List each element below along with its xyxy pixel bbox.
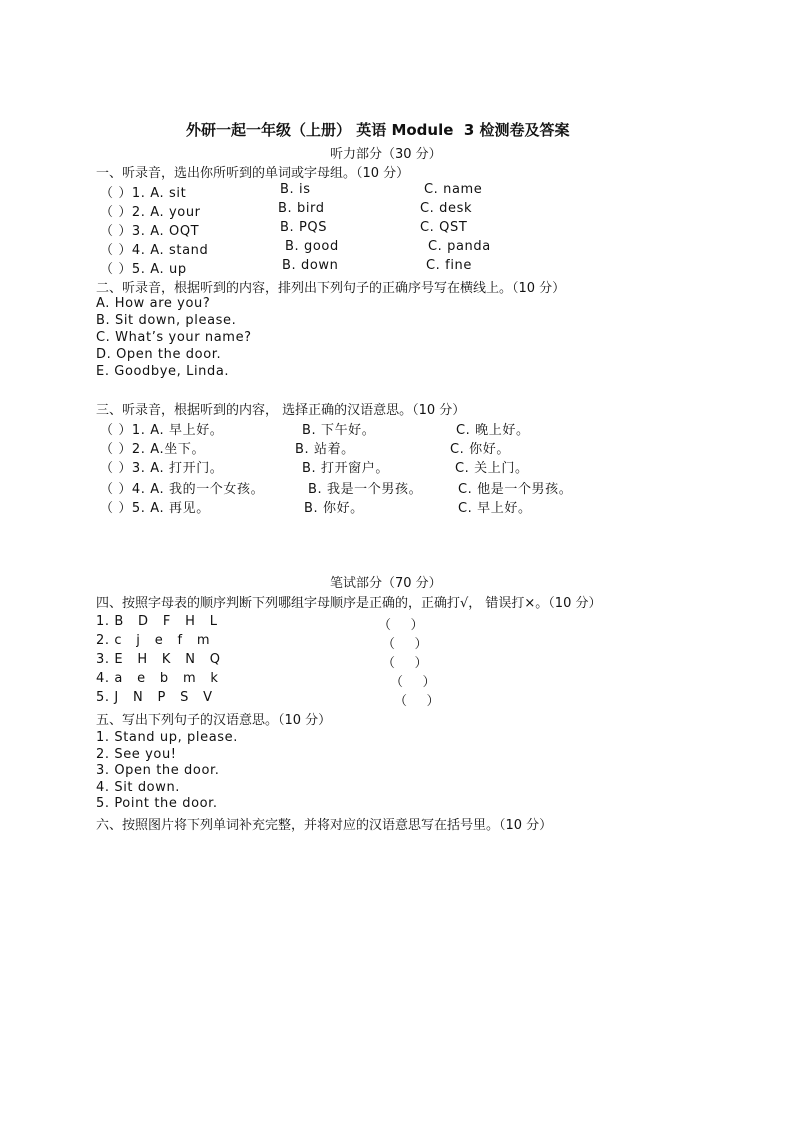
question-option-b: B. 我是一个男孩。 (308, 482, 423, 497)
question-option-a: （ ）4. A. stand (100, 243, 209, 258)
question-option-b: B. down (282, 258, 339, 273)
sentence-line: D. Open the door. (96, 347, 222, 362)
sentence-line: A. How are you? (96, 296, 211, 311)
question-option-a: （ ）1. A. 早上好。 (100, 423, 224, 438)
question-option-b: B. 下午好。 (302, 423, 376, 438)
sentence-line: 3. Open the door. (96, 763, 220, 778)
answer-parentheses: （ ） (390, 675, 437, 690)
question-option-b: B. 站着。 (295, 442, 355, 457)
question-option-c: C. 关上门。 (455, 461, 529, 476)
question-option-a: （ ）2. A. your (100, 205, 201, 220)
sentence-line: 5. Point the door. (96, 796, 218, 811)
question-option-b: B. PQS (280, 220, 328, 235)
question-option-b: B. good (285, 239, 339, 254)
question-option-c: C. desk (420, 201, 473, 216)
section-6-heading: 六、按照图片将下列单词补充完整，并将对应的汉语意思写在括号里。（10 分） (96, 818, 553, 833)
question-option-c: C. 晚上好。 (456, 423, 530, 438)
section-2-heading: 二、听录音，根据听到的内容，排列出下列句子的正确序号写在横线上。（10 分） (96, 281, 566, 296)
question-option-b: B. bird (278, 201, 325, 216)
question-option-c: C. QST (420, 220, 468, 235)
letter-sequence: 2. c j e f m (96, 633, 211, 648)
listening-heading: 听力部分（30 分） (330, 147, 442, 162)
question-option-b: B. is (280, 182, 311, 197)
question-option-a: （ ）4. A. 我的一个女孩。 (100, 482, 265, 497)
sentence-line: B. Sit down, please. (96, 313, 237, 328)
section-1-heading: 一、听录音，选出你所听到的单词或字母组。（10 分） (96, 166, 410, 181)
question-option-b: B. 你好。 (304, 501, 364, 516)
writing-heading: 笔试部分（70 分） (330, 576, 442, 591)
sentence-line: E. Goodbye, Linda. (96, 364, 230, 379)
sentence-line: 4. Sit down. (96, 780, 181, 795)
section-4-heading: 四、按照字母表的顺序判断下列哪组字母顺序是正确的，正确打√， 错误打×。（10 分） (96, 596, 602, 611)
question-option-c: C. 早上好。 (458, 501, 532, 516)
question-option-c: C. name (424, 182, 483, 197)
question-option-a: （ ）2. A.坐下。 (100, 442, 206, 457)
letter-sequence: 5. J N P S V (96, 690, 213, 705)
answer-parentheses: （ ） (382, 637, 429, 652)
sentence-line: 2. See you! (96, 747, 177, 762)
question-option-a: （ ）1. A. sit (100, 186, 187, 201)
question-option-a: （ ）5. A. up (100, 262, 187, 277)
section-5-heading: 五、写出下列句子的汉语意思。（10 分） (96, 713, 332, 728)
question-option-b: B. 打开窗户。 (302, 461, 389, 476)
question-option-c: C. 你好。 (450, 442, 510, 457)
question-option-a: （ ）5. A. 再见。 (100, 501, 210, 516)
question-option-c: C. panda (428, 239, 491, 254)
section-3-heading: 三、听录音，根据听到的内容， 选择正确的汉语意思。（10 分） (96, 403, 466, 418)
question-option-a: （ ）3. A. 打开门。 (100, 461, 224, 476)
page-title: 外研一起一年级（上册） 英语 Module 3 检测卷及答案 (186, 121, 570, 139)
letter-sequence: 3. E H K N Q (96, 652, 221, 667)
letter-sequence: 4. a e b m k (96, 671, 219, 686)
letter-sequence: 1. B D F H L (96, 614, 218, 629)
answer-parentheses: （ ） (394, 694, 441, 709)
question-option-a: （ ）3. A. OQT (100, 224, 200, 239)
sentence-line: 1. Stand up, please. (96, 730, 238, 745)
answer-parentheses: （ ） (378, 618, 425, 633)
question-option-c: C. fine (426, 258, 472, 273)
sentence-line: C. What’s your name? (96, 330, 252, 345)
question-option-c: C. 他是一个男孩。 (458, 482, 573, 497)
answer-parentheses: （ ） (382, 656, 429, 671)
